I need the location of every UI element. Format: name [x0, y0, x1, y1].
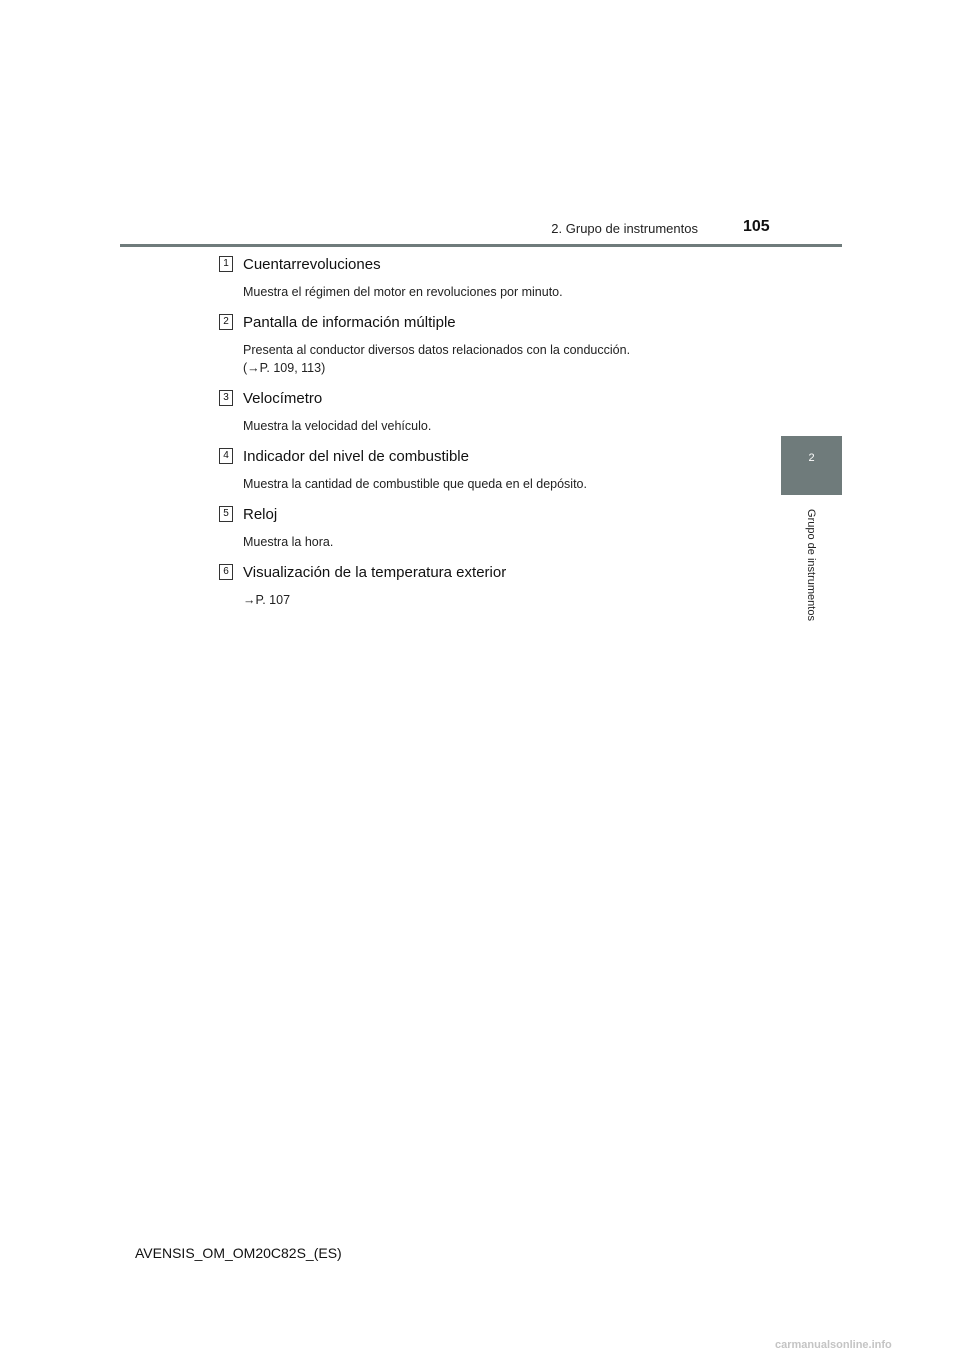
- list-item: [219, 561, 759, 609]
- item-description: [243, 533, 759, 551]
- item-title: Visualización de la temperatura exterior: [243, 563, 507, 581]
- item-number-badge: 4: [219, 448, 233, 464]
- item-description-line: Muestra el régimen del motor en revoluciones por minuto.: [243, 285, 563, 299]
- list-item: [219, 253, 759, 301]
- item-description-line: Muestra la velocidad del vehículo.: [243, 419, 432, 433]
- page-reference: (→P. 109, 113): [243, 361, 326, 375]
- document-code: AVENSIS_OM_OM20C82S_(ES): [135, 1245, 342, 1261]
- item-title: Velocímetro: [243, 389, 323, 407]
- chapter-tab-number: 2: [808, 452, 815, 464]
- item-title: Reloj: [243, 505, 278, 523]
- item-number-badge: 1: [219, 256, 233, 272]
- list-item: [219, 311, 759, 377]
- list-item: [219, 503, 759, 551]
- list-item: [219, 387, 759, 435]
- item-title: Indicador del nivel de combustible: [243, 447, 469, 465]
- item-list: [219, 253, 759, 619]
- item-number-badge: 6: [219, 564, 233, 580]
- item-title: Pantalla de información múltiple: [243, 313, 456, 331]
- chapter-tab: [781, 436, 842, 495]
- chapter-tab-label: Grupo de instrumentos: [805, 509, 817, 621]
- item-description-line: Muestra la cantidad de combustible que queda en el depósito.: [243, 477, 587, 491]
- item-description-line: Presenta al conductor diversos datos relacionados con la conducción.: [243, 343, 631, 357]
- item-title: Cuentarrevoluciones: [243, 255, 381, 273]
- list-item: [219, 445, 759, 493]
- watermark-link[interactable]: carmanualsonline.info: [775, 1339, 892, 1351]
- item-description: [243, 341, 759, 377]
- section-title: 2. Grupo de instrumentos: [551, 221, 698, 236]
- item-number-badge: 3: [219, 390, 233, 406]
- item-description: [243, 417, 759, 435]
- item-description: [243, 283, 759, 301]
- item-number-badge: 2: [219, 314, 233, 330]
- item-number-badge: 5: [219, 506, 233, 522]
- item-description-line: Muestra la hora.: [243, 535, 334, 549]
- page-number: 105: [743, 218, 770, 235]
- item-description: [243, 475, 759, 493]
- item-description: [243, 591, 759, 609]
- page-reference: →P. 107: [243, 593, 291, 607]
- header-divider: [120, 244, 842, 247]
